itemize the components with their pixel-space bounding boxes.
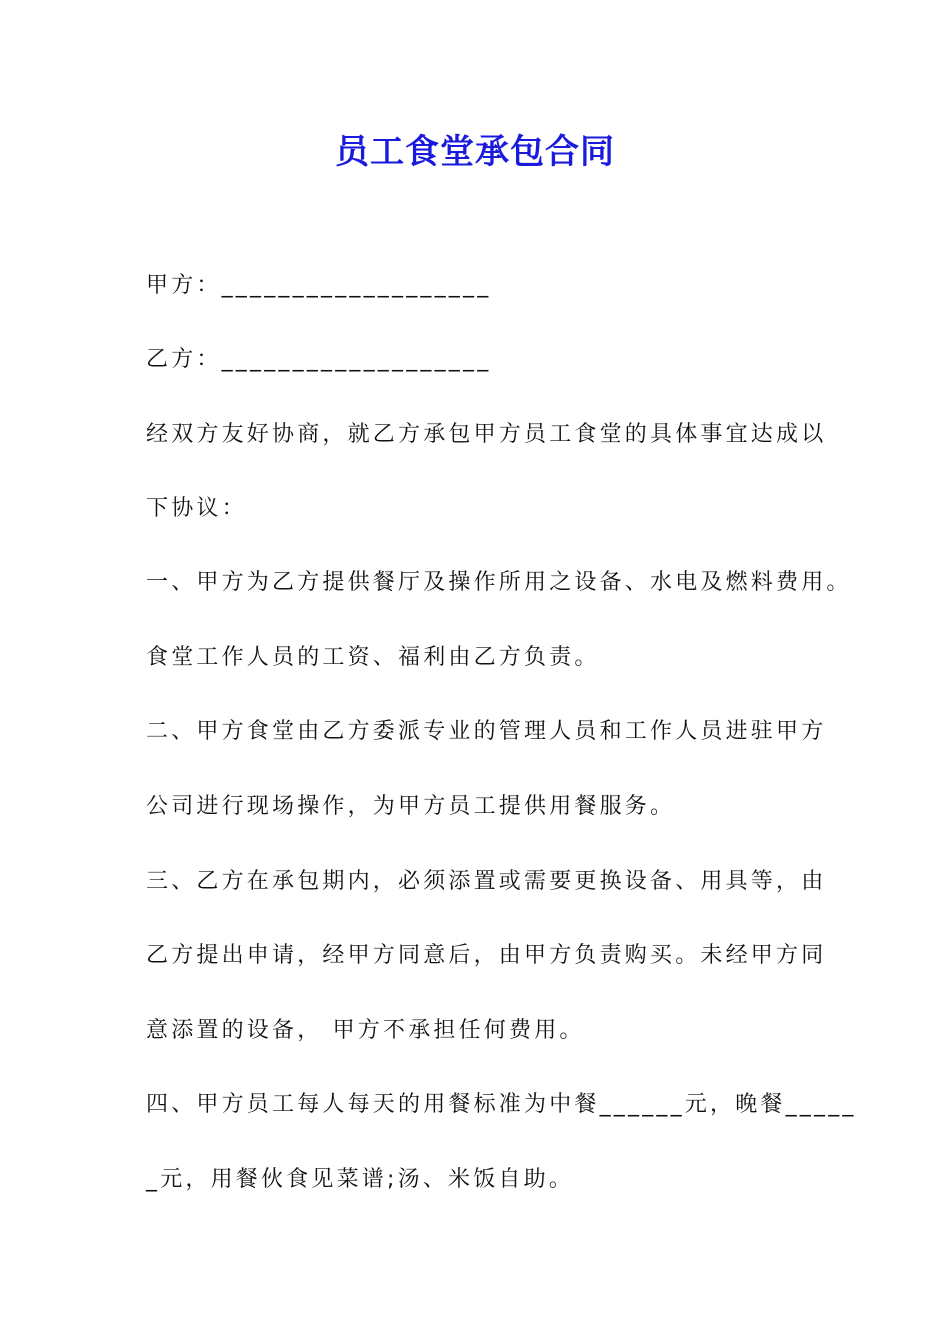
preamble-line-2: 下协议：	[146, 496, 247, 521]
clause-1-line-2: 食堂工作人员的工资、福利由乙方负责。	[146, 645, 600, 670]
clause-2-line-2: 公司进行现场操作，为甲方员工提供用餐服务。	[146, 794, 676, 819]
preamble-line-1: 经双方友好协商，就乙方承包甲方员工食堂的具体事宜达成以	[146, 422, 827, 447]
clause-2-line-1: 二、甲方食堂由乙方委派专业的管理人员和工作人员进驻甲方	[146, 719, 827, 744]
clause-1-line-1: 一、甲方为乙方提供餐厅及操作所用之设备、水电及燃料费用。	[146, 570, 852, 595]
party-a-line: 甲方：___________________	[146, 273, 492, 298]
clause-4-line-2: _元，用餐伙食见菜谱;汤、米饭自助。	[146, 1167, 575, 1192]
party-b-line: 乙方：___________________	[146, 347, 492, 372]
clause-4-line-1: 四、甲方员工每人每天的用餐标准为中餐______元，晚餐_____	[146, 1092, 857, 1117]
document-title: 员工食堂承包合同	[335, 132, 615, 172]
clause-3-line-3: 意添置的设备， 甲方不承担任何费用。	[146, 1018, 585, 1043]
clause-3-line-1: 三、乙方在承包期内，必须添置或需要更换设备、用具等，由	[146, 869, 827, 894]
clause-3-line-2: 乙方提出申请，经甲方同意后，由甲方负责购买。未经甲方同	[146, 943, 827, 968]
